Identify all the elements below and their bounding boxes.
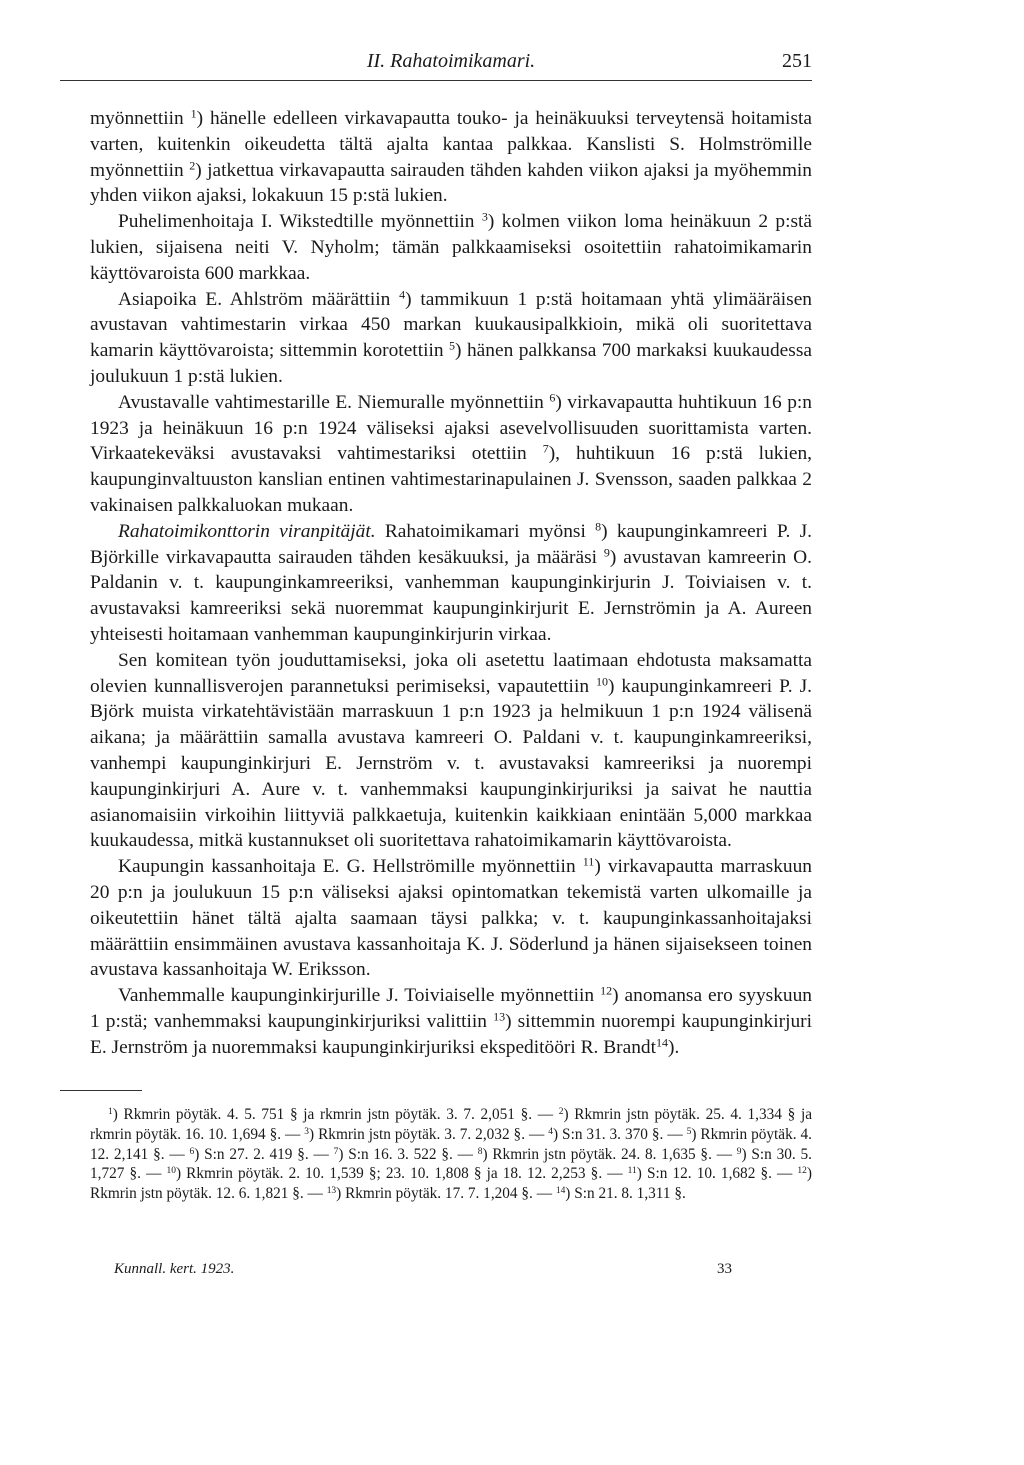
note-reference: 11 [627, 1166, 637, 1177]
note-reference: 1 [190, 106, 197, 121]
note-reference: 12 [797, 1166, 807, 1177]
note-reference: 3 [481, 209, 488, 224]
paragraph: Kaupungin kassanhoitaja E. G. Hellströmille myönnettiin $^{11}$) virkavapautta marraskuun 20 p:n ja joulukuun 15 p:n väliseksi ajaksi opintomatkan tekemistä varten ulkomaille ja oikeutettiin hänet tältä ajalta saamaan täysi palkka; v. t. kaupunginkassanhoitajaksi määrättiin ensimmäinen avustava kassanhoitaja K. J. Söderlund ja hänen sijaisekseen toinen avustava kassanhoitaja W. Eriksson. [90, 854, 813, 981]
footer-source: Kunnall. kert. 1923. [114, 1261, 235, 1278]
note-reference: 2 [189, 157, 196, 172]
note-reference: 14 [555, 1185, 566, 1196]
paragraph: Puhelimenhoitaja I. Wikstedtille myönnettiin $^3$) kolmen viikon loma heinäkuun 2 p:stä lukien, sijaisena neiti V. Nyholm; tämän palkkaamiseksi osoitettiin rahatoimikamarin käyttövaroista 600 markkaa. [90, 209, 813, 284]
note-reference: 5 [686, 1126, 692, 1137]
running-title: II. Rahatoimikamari. [366, 50, 536, 72]
note-reference: 10 [166, 1166, 176, 1177]
note-reference: 13 [493, 1009, 506, 1024]
note-reference: 10 [595, 673, 608, 688]
body-text [90, 106, 812, 1060]
note-reference: 1 [108, 1107, 113, 1118]
note-reference: 8 [595, 519, 602, 534]
page-footer [90, 1261, 812, 1285]
note-reference: 4 [548, 1126, 553, 1137]
paragraph: myönnettiin $^1$) hänelle edelleen virkavapautta touko- ja heinäkuuksi terveytensä hoitamista varten, kuitenkin oikeudetta tältä ajalta kantaa palkkaa. Kanslisti S. Holmströmille myönnettiin $^2$) jatkettua virkavapautta sairauden tähden kahden viikon ajaksi ja myöhemmin yhden viikon ajaksi, lokakuun 15 p:stä lukien. [90, 106, 812, 207]
note-reference: 5 [449, 338, 456, 353]
note-reference: 2 [558, 1107, 564, 1118]
signature-mark: 33 [717, 1261, 732, 1278]
note-reference: 8 [477, 1146, 483, 1157]
paragraph: Rahatoimikonttorin viranpitäjät. Rahatoimikamari myönsi $^8$) kaupunginkamreeri P. J. Björkille virkavapautta sairauden tähden kesäkuuksi, ja määräsi $^9$) avustavan kamreerin O. Paldanin v. t. kaupunginkamreeriksi, vanhemman kaupunginkirjurin J. Toiviaisen v. t. avustavaksi kamreeriksi sekä nuoremmat kaupunginkirjurit E. Jernströmin ja A. Aureen yhteisesti hoitamaan vanhemman kaupunginkirjurin virkaa. [90, 519, 812, 645]
paragraph: Sen komitean työn jouduttamiseksi, joka oli asetettu laatimaan ehdotusta maksamatta olevien kunnallisverojen parannetuksi perimiseksi, vapautettiin $^{10}$) kaupunginkamreeri P. J. Björk muista virkatehtävistään marraskuun 1 p:n 1923 ja helmikuun 1 p:n 1924 välisenä aikana; ja määrättiin samalla avustava kamreeri O. Paldani v. t. kaupunginkamreeriksi, vanhempi kaupunginkirjuri E. Jernström v. t. avustavaksi kamreeriksi ja nuorempi kaupunginkirjuri A. Aure v. t. vanhemmaksi kaupunginkirjuriksi ja saivat he nauttia asianomaisiin virkoihin liittyviä palkkaetuja, kuitenkin kaikkiaan enintään 5,000 markkaa kuukaudessa, mitkä kustannukset oli suoritettava rahatoimikamarin käyttövaroista. [90, 649, 812, 852]
note-reference: 7 [333, 1146, 339, 1157]
paragraph: Avustavalle vahtimestarille E. Niemuralle myönnettiin $^6$) virkavapautta huhtikuun 16 p:n 1923 ja heinäkuun 16 p:n 1924 väliseksi ajaksi asevelvollisuuden suorittamista varten. Virkaatekeväksi avustavaksi vahtimestariksi otettiin $^7$), huhtikuun 16 p:stä lukien, kaupunginvaltuuston kanslian entinen vahtimestarinapulainen J. Svensson, saaden palkkaa 2 vakinaisen palkkaluokan mukaan. [90, 390, 812, 516]
note-reference: 14 [656, 1035, 669, 1050]
note-reference: 9 [736, 1146, 742, 1157]
footnote-rule [60, 1090, 142, 1091]
paragraph: Vanhemmalle kaupunginkirjurille J. Toiviaiselle myönnettiin $^{12}$) anomansa ero syyskuun 1 p:stä; vanhemmaksi kaupunginkirjuriksi valittiin $^{13}$) sittemmin nuorempi kaupunginkirjuri E. Jernström ja nuoremmaksi kaupunginkirjuriksi ekspeditööri R. Brandt$^{14}$). [90, 983, 812, 1058]
note-reference: 9 [603, 544, 610, 559]
page-number: 251 [782, 50, 812, 72]
note-reference: 13 [326, 1185, 337, 1196]
running-head [90, 50, 812, 80]
note-reference: 6 [549, 390, 556, 405]
note-reference: 3 [304, 1126, 310, 1137]
book-page [90, 50, 812, 1285]
note-reference: 6 [189, 1146, 195, 1157]
section-heading: Rahatoimikonttorin viranpitäjät. [118, 520, 376, 542]
note-reference: 4 [399, 286, 406, 301]
note-reference: 11 [582, 854, 595, 869]
note-reference: 12 [600, 983, 613, 998]
header-rule [60, 80, 812, 81]
paragraph: Asiapoika E. Ahlström määrättiin $^4$) tammikuun 1 p:stä hoitamaan yhtä ylimääräisen avustavan vahtimestarin virkaa 450 markan kuukausipalkkioin, mikä oli suoritettava kamarin käyttövaroista; sittemmin korotettiin $^5$) hänen palkkansa 700 markaksi kuukaudessa joulukuun 1 p:stä lukien. [90, 286, 813, 387]
note-reference: 7 [542, 441, 549, 456]
footnotes: $^1$) Rkmrin pöytäk. 4. 5. 751 § ja rkmrin jstn pöytäk. 3. 7. 2,051 §. — $^2$) Rkmrin jstn pöytäk. 25. 4. 1,334 § ja rkmrin pöytäk. 16. 10. 1,694 §. — $^3$) Rkmrin jstn pöytäk. 3. 7. 2,032 §. — $^4$) S:n 31. 3. 370 §. — $^5$) Rkmrin pöytäk. 4. 12. 2,141 §. — $^6$) S:n 27. 2. 419 §. — $^7$) S:n 16. 3. 522 §. — $^8$) Rkmrin jstn pöytäk. 24. 8. 1,635 §. — $^9$) S:n 30. 5. 1,727 §. — $^{10}$) Rkmrin pöytäk. 2. 10. 1,539 §; 23. 10. 1,808 § ja 18. 12. 2,253 §. — $^{11}$) S:n 12. 10. 1,682 §. — $^{12}$) Rkmrin jstn pöytäk. 12. 6. 1,821 §. — $^{13}$) Rkmrin pöytäk. 17. 7. 1,204 §. — $^{14}$) S:n 21. 8. 1,311 §. [90, 1106, 812, 1202]
